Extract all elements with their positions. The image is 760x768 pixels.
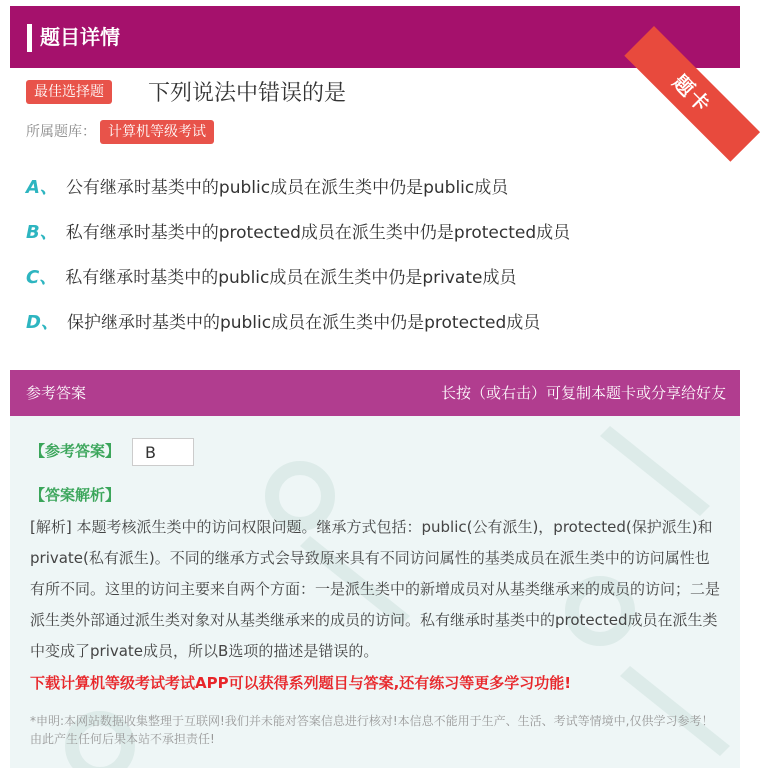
answer-section-header (10, 370, 740, 416)
option-a[interactable] (26, 176, 508, 200)
explanation-label: 【答案解析】 (30, 486, 121, 504)
disclaimer-text: *申明:本网站数据收集整理于互联网!我们并未能对答案信息进行核对!本信息不能用于生产、生活、考试等情境中,仅供学习参考！由此产生任何后果本站不承担责任! (30, 714, 714, 746)
question-bank-row (26, 120, 214, 144)
option-text: 私有继承时基类中的public成员在派生类中仍是private成员 (65, 268, 517, 288)
option-text: 公有继承时基类中的public成员在派生类中仍是public成员 (65, 178, 509, 198)
share-hint: 长按（或右击）可复制本题卡或分享给好友 (440, 384, 726, 402)
corner-ribbon-label: 题卡 (624, 26, 760, 162)
question-text: 下列说法中错误的是 (148, 81, 347, 106)
question-type-tag: 最佳选择题 (26, 80, 112, 104)
option-d[interactable] (26, 311, 540, 335)
reference-answer-value: B (132, 438, 194, 466)
app-promo-link[interactable]: 下载计算机等级考试考试APP可以获得系列题目与答案,还有练习等更多学习功能! (30, 674, 572, 692)
question-row (26, 80, 347, 110)
option-c[interactable] (26, 266, 516, 290)
option-letter: C、 (26, 267, 58, 288)
option-letter: A、 (26, 177, 58, 198)
question-bank-tag[interactable]: 计算机等级考试 (100, 120, 214, 144)
question-bank-label: 所属题库： (26, 124, 96, 140)
option-text: 私有继承时基类中的protected成员在派生类中仍是protected成员 (65, 223, 571, 243)
header-accent-bar (27, 24, 32, 52)
question-card (10, 0, 740, 768)
corner-ribbon (646, 0, 746, 118)
header-title: 题目详情 (40, 25, 120, 49)
answer-section-body (10, 416, 740, 768)
option-b[interactable] (26, 221, 570, 245)
explanation-text: [解析] 本题考核派生类中的访问权限问题。继承方式包括：public(公有派生)，protected(保护派生)和private(私有派生)。不同的继承方式会导致原来具有不同访问属性的基类成员在派生类中的访问属性也有所不同。这里的访问主要来自两个方面：一是派生类中的新增成员对从基类继承来的成员的访问；二是派生类外部通过派生类对象对从基类继承来的成员的访问。私有继承时基类中的protected成员在派生类中变成了private成员，所以B选项的描述是错误的。 (30, 518, 721, 660)
option-letter: B、 (26, 222, 58, 243)
option-letter: D、 (26, 312, 59, 333)
option-text: 保护继承时基类中的public成员在派生类中仍是protected成员 (66, 313, 541, 333)
answer-section-title: 参考答案 (26, 384, 87, 402)
reference-answer-label: 【参考答案】 (30, 442, 121, 460)
